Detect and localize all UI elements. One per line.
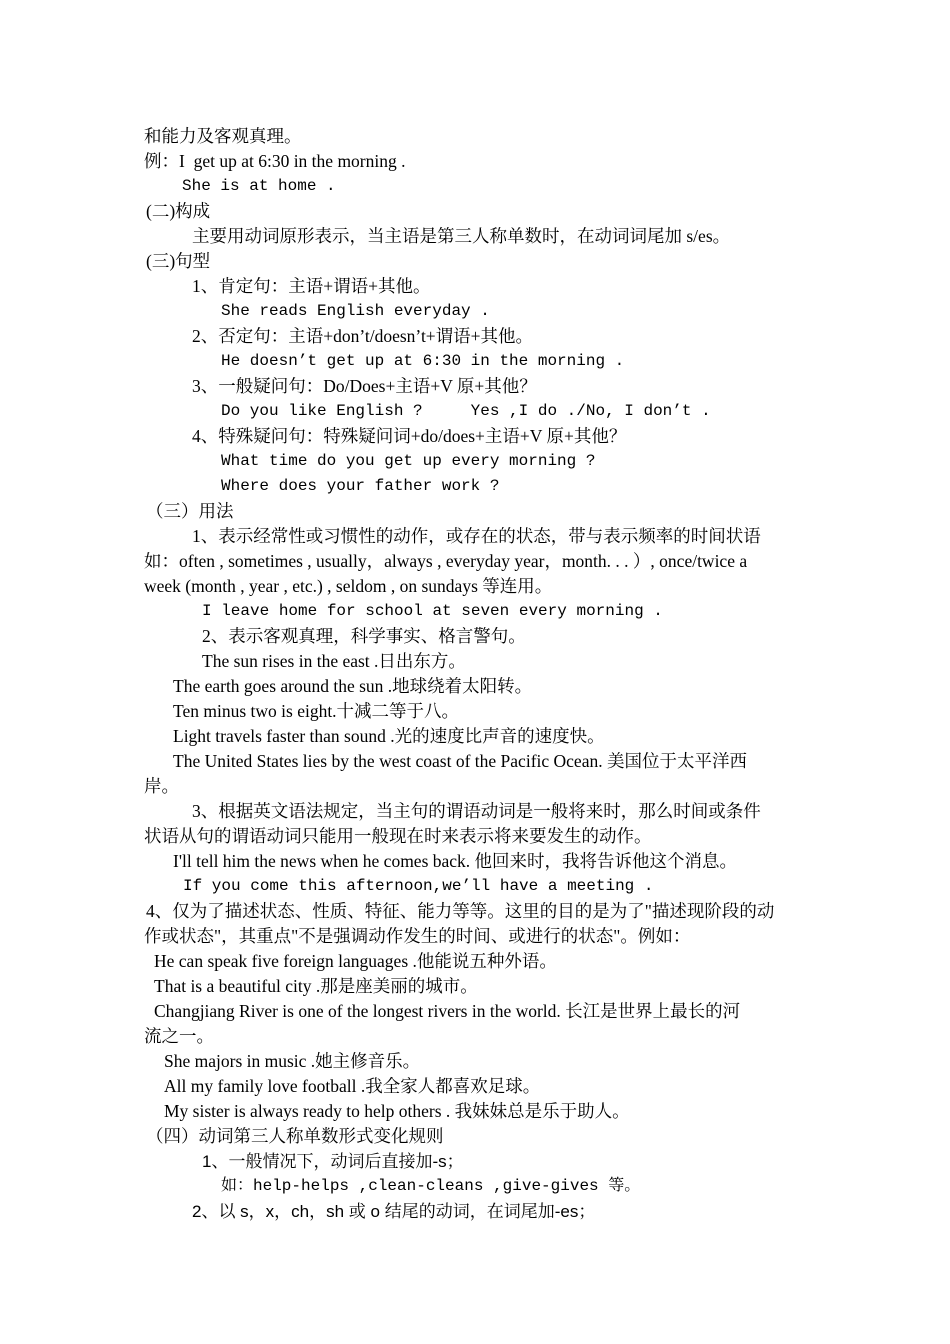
text-line: 主要用动词原形表示，当主语是第三人称单数时，在动词词尾加 s/es。 [192,226,731,246]
list-item: 2、否定句：主语+don’t/doesn’t+谓语+其他。 [192,326,534,346]
section-heading: (二)构成 [146,201,211,221]
list-item: 1、肯定句：主语+谓语+其他。 [192,276,431,296]
example-line: My sister is always ready to help others . 我妹妹总是乐于助人。 [164,1101,630,1121]
example-line: Where does your father work ? [221,477,500,495]
example-line: What time do you get up every morning ? [221,452,596,470]
example-line: She reads English everyday . [221,302,490,320]
list-item: 1、一般情况下，动词后直接加-s； [202,1152,464,1171]
text-line: week (month , year , etc.) , seldom , on sundays 等连用。 [144,576,553,596]
list-item: 2、以 s，x，ch，sh 或 o 结尾的动词，在词尾加-es； [192,1202,596,1221]
list-item: 4、特殊疑问句：特殊疑问词+do/does+主语+V 原+其他？ [192,426,627,446]
section-heading: (三)句型 [146,251,211,271]
example-line: Light travels faster than sound .光的速度比声音的速度快。 [173,726,605,746]
example-line: 如：help-helps ,clean-cleans ,give-gives 等。 [221,1177,641,1195]
text-line: 流之一。 [144,1026,214,1046]
text-line: 例：I get up at 6:30 in the morning . [144,151,406,171]
text-line: 岸。 [144,776,179,796]
example-line: He doesn’t get up at 6:30 in the morning . [221,352,625,370]
example-line: Changjiang River is one of the longest rivers in the world. 长江是世界上最长的河 [154,1001,741,1021]
example-line: The United States lies by the west coast of the Pacific Ocean. 美国位于太平洋西 [173,751,747,771]
example-line: If you come this afternoon,we’ll have a meeting . [183,877,654,895]
example-line: That is a beautiful city .那是座美丽的城市。 [154,976,478,996]
example-line: The sun rises in the east .日出东方。 [202,651,466,671]
example-line: The earth goes around the sun .地球绕着太阳转。 [173,676,533,696]
list-item: 2、表示客观真理，科学事实、格言警句。 [202,626,526,646]
text-line: 1、表示经常性或习惯性的动作，或存在的状态，带与表示频率的时间状语 [192,526,761,546]
example-line: All my family love football .我全家人都喜欢足球。 [164,1076,541,1096]
list-item: 3、一般疑问句：Do/Does+主语+V 原+其他？ [192,376,537,396]
list-item: 4、仅为了描述状态、性质、特征、能力等等。这里的目的是为了"描述现阶段的动 [146,901,775,921]
example-line: Do you like English ? Yes ,I do ./No, I don’t . [221,402,711,420]
example-line: She majors in music .她主修音乐。 [164,1051,421,1071]
text-line: She is at home . [182,177,336,195]
example-line: Ten minus two is eight.十减二等于八。 [173,701,460,721]
text-line: 状语从句的谓语动词只能用一般现在时来表示将来要发生的动作。 [144,826,652,846]
text-line: 和能力及客观真理。 [144,126,302,146]
text-line: 作或状态"，其重点"不是强调动作发生的时间、或进行的状态"。例如： [144,926,691,946]
text-line: 如：often , sometimes , usually，always , everyday year，month. . . ）, once/twice a [144,551,748,571]
example-line: I leave home for school at seven every morning . [202,602,663,620]
list-item: 3、根据英文语法规定，当主句的谓语动词是一般将来时，那么时间或条件 [192,801,761,821]
section-heading: （四）动词第三人称单数形式变化规则 [146,1126,444,1146]
example-line: He can speak five foreign languages .他能说五种外语。 [154,951,557,971]
section-heading: （三）用法 [146,501,234,521]
example-line: I'll tell him the news when he comes back. 他回来时，我将告诉他这个消息。 [173,851,738,871]
